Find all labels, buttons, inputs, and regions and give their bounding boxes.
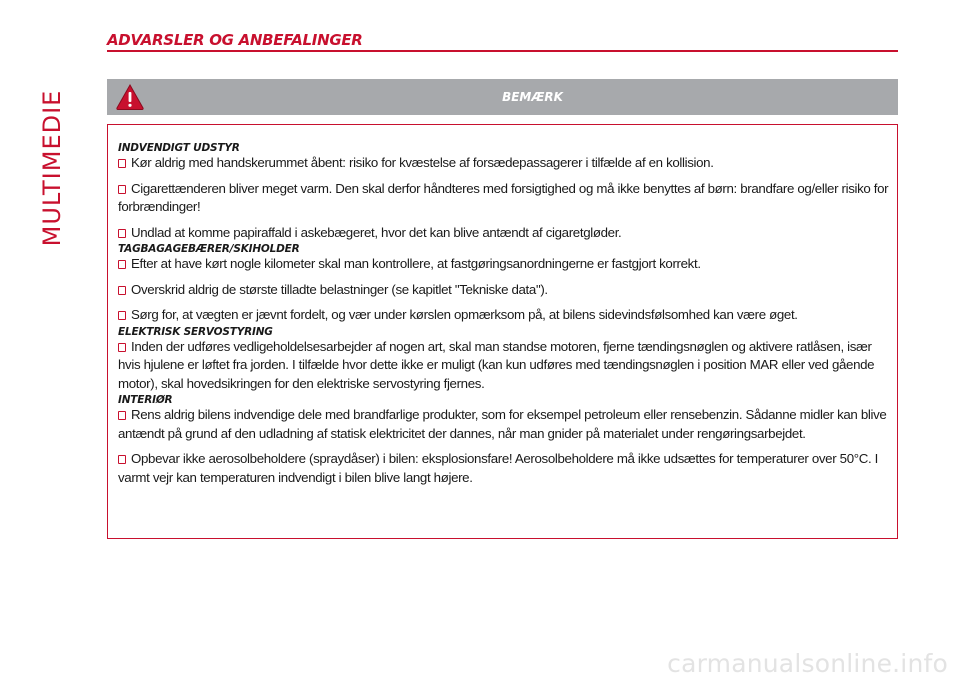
list-item (118, 338, 894, 394)
list-item (118, 224, 894, 243)
bullet-marker (118, 311, 126, 320)
bullet-marker (118, 260, 126, 269)
bullet-marker (118, 229, 126, 238)
bullet-marker (118, 455, 126, 464)
list-item-text: Opbevar ikke aerosolbeholdere (spraydåser) i bilen: eksplosionsfare! Aerosolbeholdere må ikke udsættes for temperaturer over 50°C. I varmt vejr kan temperaturen indvendigt i bilen blive langt højere. (118, 451, 878, 485)
page-title: ADVARSLER OG ANBEFALINGER (107, 31, 363, 49)
title-divider (107, 50, 898, 52)
note-content (118, 125, 894, 487)
section-heading: INTERIØR (118, 394, 173, 406)
list-item (118, 180, 894, 217)
list-item (118, 281, 894, 300)
bullet-marker (118, 159, 126, 168)
note-box (107, 124, 898, 539)
bullet-marker (118, 343, 126, 352)
section-heading: TAGBAGAGEBÆRER/SKIHOLDER (118, 243, 300, 255)
watermark: carmanualsonline.info (667, 649, 948, 678)
list-item (118, 154, 894, 173)
chapter-side-label-text: MULTIMEDIE (38, 89, 66, 247)
section-heading: ELEKTRISK SERVOSTYRING (118, 325, 273, 338)
list-item-text: Overskrid aldrig de største tilladte belastninger (se kapitlet "Tekniske data"). (131, 281, 548, 297)
list-item-text: Undlad at komme papiraffald i askebægeret, hvor det kan blive antændt af cigaretgløder. (131, 224, 622, 240)
list-item (118, 406, 894, 443)
list-item-text: Inden der udføres vedligeholdelsesarbejder af nogen art, skal man standse motoren, fjerne tændingsnøglen og aktivere ratlåsen, især hvis hjulene er løftet fra jorden. I tilfælde hvor dette ikke er muligt (kan kun udføres med tændingsnøglen i position MAR eller ved gående motor), skal hovedsikringen for den elektriske servostyring fjernes. (118, 338, 875, 391)
note-title: BEMÆRK (502, 90, 563, 104)
bullet-marker (118, 411, 126, 420)
list-item (118, 255, 894, 274)
list-item-text: Rens aldrig bilens indvendige dele med brandfarlige produkter, som for eksempel petroleum eller rensebenzin. Sådanne midler kan blive antændt på grund af den udladning af statisk elektricitet der dannes, når man gnider på materialet under rengøringsarbejdet. (118, 407, 887, 441)
note-header (107, 79, 898, 115)
list-item-text: Efter at have kørt nogle kilometer skal man kontrollere, at fastgøringsanordningerne er fastgjort korrekt. (131, 256, 701, 271)
list-item (118, 450, 894, 487)
section-heading: INDVENDIGT UDSTYR (118, 142, 240, 154)
list-item-text: Kør aldrig med handskerummet åbent: risiko for kvæstelse af forsædepassagerer i tilfælde af en kollision. (131, 155, 714, 170)
list-item-text: Sørg for, at vægten er jævnt fordelt, og vær under kørslen opmærksom på, at bilens sidevindsfølsomhed kan være øget. (131, 307, 798, 322)
bullet-marker (118, 185, 126, 194)
list-item (118, 306, 894, 325)
list-item-text: Cigarettænderen bliver meget varm. Den skal derfor håndteres med forsigtighed og må ikke benyttes af børn: brandfare og/eller risiko for forbrændinger! (118, 180, 889, 214)
bullet-marker (118, 286, 126, 295)
